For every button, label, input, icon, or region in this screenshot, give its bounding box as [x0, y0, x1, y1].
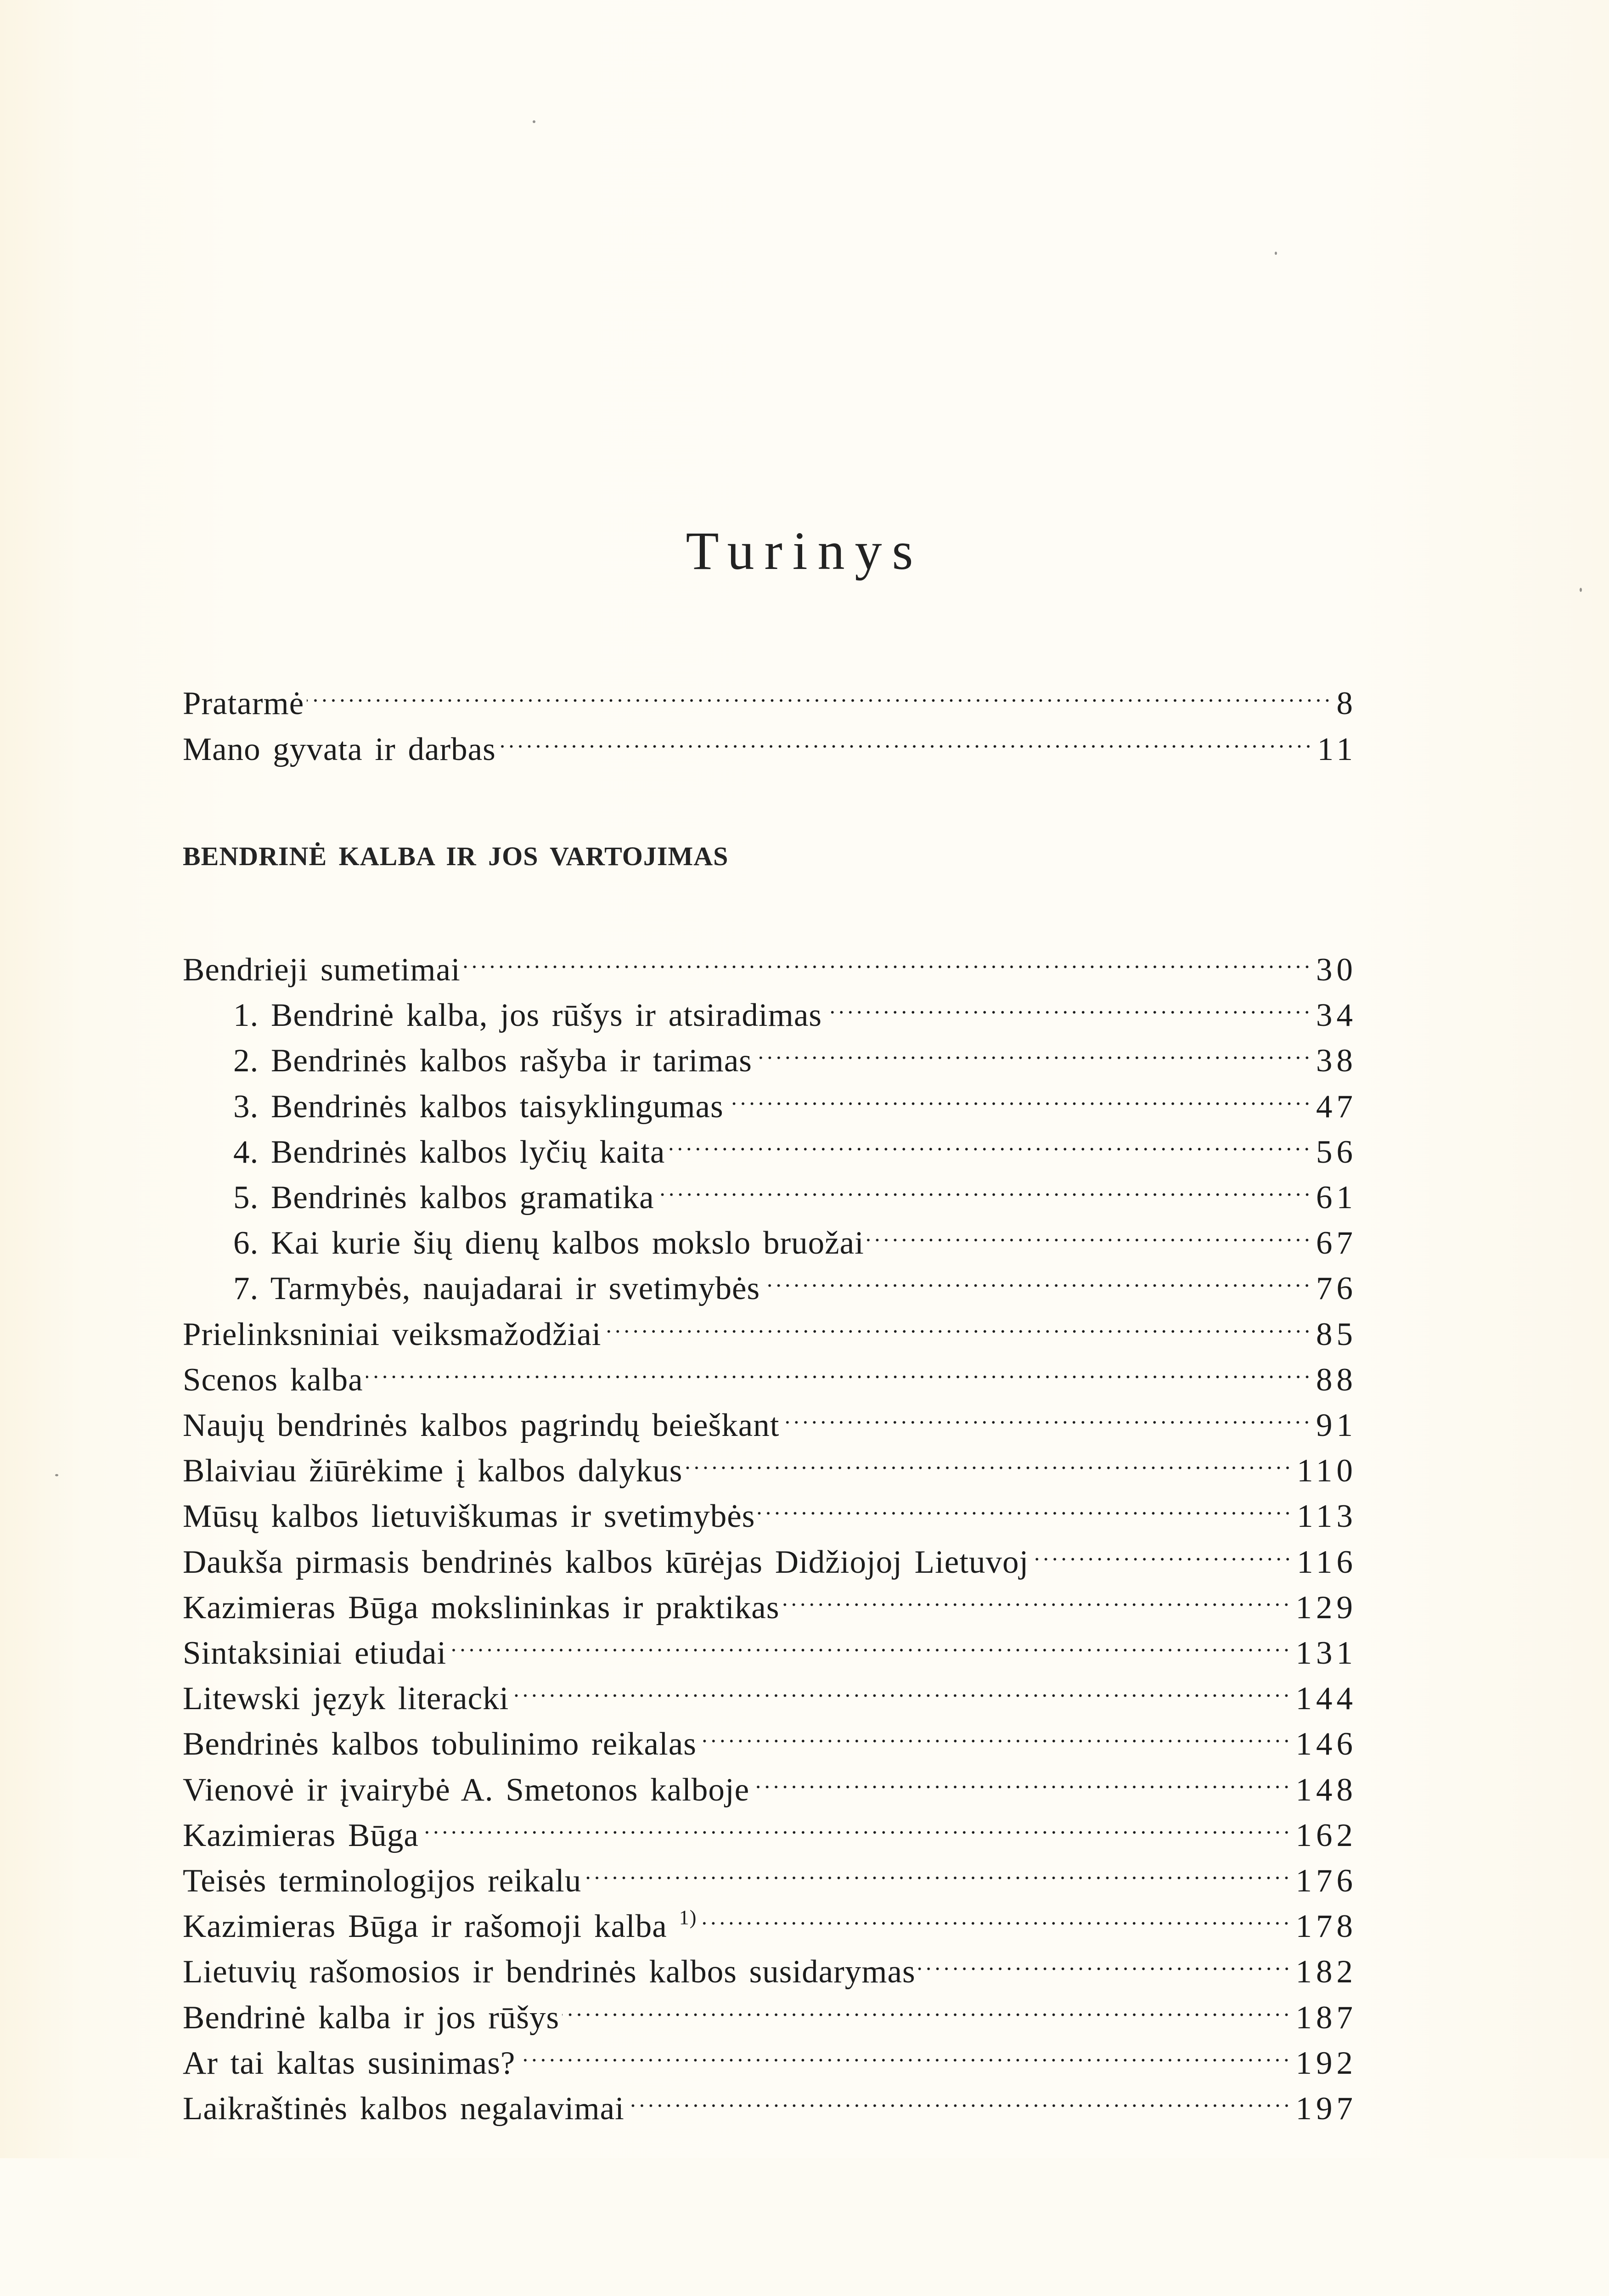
dot-leader: [657, 1162, 1311, 1208]
toc-entry-title-text: Pratarmė: [183, 686, 304, 721]
dot-leader: [782, 1390, 1311, 1436]
toc-entry-page-number: 61: [1316, 1180, 1357, 1216]
toc-entry-title-text: 6. Kai kurie šių dienų kalbos mokslo bruožai: [233, 1225, 864, 1261]
toc-entry[interactable]: [183, 2073, 1357, 2127]
dot-leader: [562, 1982, 1291, 2028]
dot-leader: [685, 1435, 1292, 1481]
toc-entry-page-number: 197: [1295, 2091, 1357, 2127]
toc-entry-title-text: Teisės terminologijos reikalu: [183, 1863, 582, 1899]
toc-entry[interactable]: [183, 714, 1357, 767]
toc-entry-page-number: 131: [1295, 1635, 1357, 1671]
dot-leader: [499, 714, 1313, 760]
dot-leader: [758, 1481, 1292, 1527]
toc-entry-page-number: 34: [1316, 997, 1357, 1033]
toc-entry-title-text: Mano gyvata ir darbas: [183, 732, 496, 767]
toc-entry[interactable]: [183, 1071, 1357, 1125]
toc-entry-title-text: Bendrinės kalbos tobulinimo reikalas: [183, 1726, 697, 1762]
toc-entry-page-number: 148: [1295, 1772, 1357, 1808]
toc-entry-title-text: Kazimieras Būga ir rašomoji kalba: [183, 1908, 667, 1944]
toc-entry[interactable]: [183, 1800, 1357, 1853]
dot-leader: [825, 980, 1311, 1026]
toc-entry-page-number: 116: [1297, 1544, 1357, 1580]
toc-entry-title-text: 7. Tarmybės, naujadarai ir svetimybės: [233, 1271, 760, 1306]
toc-entry-page-number: 91: [1316, 1407, 1357, 1443]
toc-entry-page-number: 176: [1295, 1863, 1357, 1899]
toc-entry[interactable]: [183, 1117, 1357, 1170]
dot-leader: [726, 1071, 1311, 1117]
toc-entry[interactable]: [183, 1025, 1357, 1079]
dot-leader: [668, 1117, 1311, 1163]
toc-entry-page-number: 56: [1316, 1134, 1357, 1170]
toc-entry[interactable]: [183, 1709, 1357, 1762]
toc-entry-title-text: 4. Bendrinės kalbos lyčių kaita: [233, 1134, 665, 1170]
toc-entry-page-number: 146: [1295, 1726, 1357, 1762]
toc-entry-page-number: 110: [1297, 1453, 1357, 1489]
toc-entry[interactable]: [183, 1936, 1357, 1990]
toc-entry-page-number: 85: [1316, 1317, 1357, 1352]
scan-speck: [1275, 252, 1277, 255]
dot-leader: [699, 1891, 1291, 1937]
dot-leader: [782, 1572, 1291, 1618]
toc-entry[interactable]: [183, 668, 1357, 721]
toc-entry-page-number: 88: [1316, 1362, 1357, 1398]
toc-entry[interactable]: [183, 1390, 1357, 1443]
toc-entry[interactable]: [183, 980, 1357, 1033]
dot-leader: [867, 1208, 1311, 1254]
toc-entry-page-number: 192: [1295, 2045, 1357, 2081]
toc-entry-title-text: Sintaksiniai etiudai: [183, 1635, 447, 1671]
toc-entry-page-number: 67: [1316, 1225, 1357, 1261]
toc-entry-title-text: 2. Bendrinės kalbos rašyba ir tarimas: [233, 1043, 752, 1079]
dot-leader: [918, 1936, 1291, 1982]
toc-entry-page-number: 144: [1295, 1681, 1357, 1716]
toc-entry-page-number: 47: [1316, 1089, 1357, 1125]
toc-entry-page-number: 113: [1297, 1498, 1357, 1534]
toc-entry-title-text: Naujų bendrinės kalbos pagrindų beieškant: [183, 1407, 780, 1443]
toc-entry-title-text: Prielinksniniai veiksmažodžiai: [183, 1317, 602, 1352]
toc-entry-title-text: Blaiviau žiūrėkime į kalbos dalykus: [183, 1453, 683, 1489]
dot-leader: [449, 1618, 1291, 1664]
toc-entry-page-number: 8: [1336, 686, 1357, 721]
toc-entry-title-text: Bendrieji sumetimai: [183, 952, 461, 988]
toc-entry-title-text: Kazimieras Būga: [183, 1818, 419, 1853]
scan-speck: [533, 120, 535, 123]
dot-leader: [755, 1025, 1311, 1071]
toc-entry-page-number: 178: [1295, 1908, 1357, 1944]
dot-leader: [584, 1846, 1291, 1891]
toc-entry[interactable]: [183, 1982, 1357, 2036]
page-title: Turinys: [686, 521, 923, 581]
toc-entry-page-number: 30: [1316, 952, 1357, 988]
toc-entry[interactable]: [183, 1162, 1357, 1216]
toc-entry[interactable]: [183, 1891, 1357, 1944]
toc-entry[interactable]: [183, 1618, 1357, 1671]
dot-leader: [366, 1345, 1311, 1390]
dot-leader: [752, 1755, 1291, 1801]
dot-leader: [422, 1800, 1291, 1846]
toc-entry-title: [183, 2086, 624, 2132]
toc-entry[interactable]: [183, 1253, 1357, 1306]
toc-entry-title: [183, 726, 496, 772]
scan-speck: [1580, 588, 1582, 592]
toc-entry[interactable]: [183, 1527, 1357, 1580]
toc-entry[interactable]: [183, 1663, 1357, 1716]
toc-entry-title-text: Laikraštinės kalbos negalavimai: [183, 2091, 624, 2127]
dot-leader: [604, 1299, 1312, 1345]
toc-entry[interactable]: [183, 1572, 1357, 1626]
toc-entry[interactable]: [183, 934, 1357, 988]
toc-entry-page-number: 38: [1316, 1043, 1357, 1079]
scan-speck: [55, 1474, 58, 1476]
footnote-marker: 1): [679, 1906, 697, 1929]
toc-entry-page-number: 162: [1295, 1818, 1357, 1853]
toc-entry[interactable]: [183, 1435, 1357, 1489]
toc-entry-page-number: 182: [1295, 1954, 1357, 1990]
toc-entry-title-text: Scenos kalba: [183, 1362, 363, 1398]
dot-leader: [627, 2073, 1291, 2119]
toc-entry-title-text: Mūsų kalbos lietuviškumas ir svetimybės: [183, 1498, 755, 1534]
dot-leader: [763, 1253, 1311, 1299]
toc-entry-title-text: Lietuvių rašomosios ir bendrinės kalbos susidarymas: [183, 1954, 916, 1990]
dot-leader: [1031, 1527, 1292, 1573]
dot-leader: [699, 1709, 1291, 1755]
section-heading: BENDRINĖ KALBA IR JOS VARTOJIMAS: [183, 841, 729, 871]
toc-entry-page-number: 76: [1316, 1271, 1357, 1306]
toc-entry-title-text: Ar tai kaltas susinimas?: [183, 2045, 516, 2081]
toc-entry[interactable]: [183, 1481, 1357, 1534]
toc-entry[interactable]: [183, 1755, 1357, 1808]
dot-leader: [512, 1663, 1291, 1709]
toc-entry-title-text: Vienovė ir įvairybė A. Smetonos kalboje: [183, 1772, 750, 1808]
toc-entry-title-text: 5. Bendrinės kalbos gramatika: [233, 1180, 654, 1216]
dot-leader: [518, 2028, 1291, 2074]
toc-entry[interactable]: [183, 1208, 1357, 1261]
toc-entry-page-number: 187: [1295, 2000, 1357, 2036]
toc-entry[interactable]: [183, 1345, 1357, 1398]
toc-entry[interactable]: [183, 2028, 1357, 2081]
toc-entry[interactable]: [183, 1846, 1357, 1899]
toc-entry-title-text: 3. Bendrinės kalbos taisyklingumas: [233, 1089, 724, 1125]
dot-leader: [463, 934, 1311, 980]
dot-leader: [307, 668, 1332, 714]
toc-entry-title-text: 1. Bendrinė kalba, jos rūšys ir atsiradimas: [233, 997, 822, 1033]
toc-entry-title-text: Litewski język literacki: [183, 1681, 509, 1716]
toc-entry-page-number: 11: [1317, 732, 1357, 767]
toc-entry-title-text: Daukša pirmasis bendrinės kalbos kūrėjas Didžiojoj Lietuvoj: [183, 1544, 1029, 1580]
toc-entry[interactable]: [183, 1299, 1357, 1352]
toc-entry-title-text: Bendrinė kalba ir jos rūšys: [183, 2000, 560, 2036]
toc-entry-page-number: 129: [1295, 1590, 1357, 1626]
toc-entry-title-text: Kazimieras Būga mokslininkas ir praktikas: [183, 1590, 780, 1626]
